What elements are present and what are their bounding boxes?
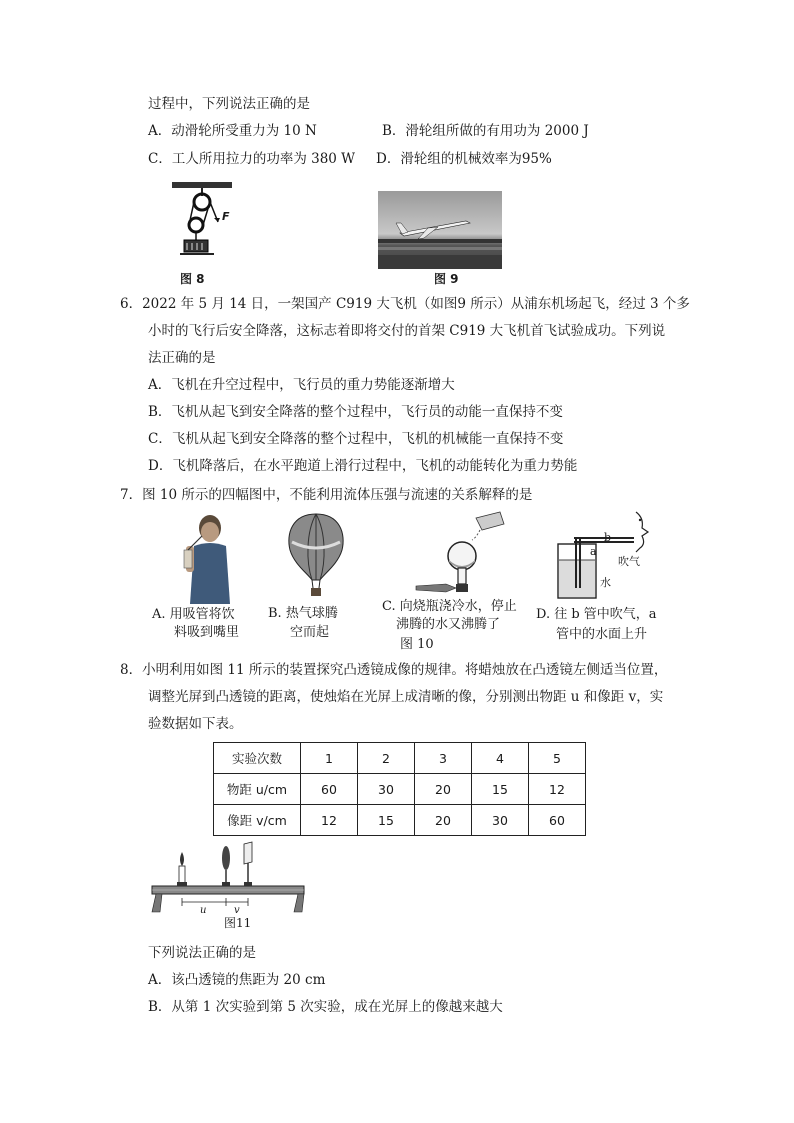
table-cell: 30 [472,805,529,836]
q6-option-d: D．飞机降落后，在水平跑道上滑行过程中，飞机的动能转化为重力势能 [148,458,578,474]
q6-line3: 法正确的是 [148,350,216,366]
q6-option-a: A．飞机在升空过程中，飞行员的重力势能逐渐增大 [148,377,455,393]
table-cell: 物距 u/cm [214,774,301,805]
cup-icon [184,550,192,568]
flask-figure [410,510,510,602]
water-cup-icon [476,512,504,530]
table-header-row [214,743,586,774]
optical-bench-figure [148,840,308,920]
table-cell: 12 [301,805,358,836]
force-label: F [222,210,230,223]
fig11-caption: 图11 [224,916,252,930]
basket-icon [311,588,321,596]
q8-line2: 调整光屏到凸透镜的距离，使烛焰在光屏上成清晰的像，分别测出物距 u 和像距 v，实 [148,689,664,705]
q8-line3: 验数据如下表。 [148,716,243,732]
q7-option-d-line2: 管中的水面上升 [556,627,648,642]
q8-line1: 8．小明利用如图 11 所示的装置探究凸透镜成像的规律。将蜡烛放在凸透镜左侧适当位置， [120,662,668,678]
table-cell: 1 [301,743,358,774]
table-cell: 20 [415,805,472,836]
q7-option-d-line1: D. 往 b 管中吹气，a [536,607,657,622]
q7-option-b-line1: B. 热气球腾 [268,606,338,621]
label-v: v [234,905,240,916]
q5-option-d: D．滑轮组的机械效率为95% [376,151,552,167]
q7-option-c-line2: 沸腾的水又沸腾了 [396,617,501,632]
fig10-caption: 图 10 [400,637,434,652]
label-u: u [200,905,207,916]
table-cell: 60 [529,805,586,836]
q7-option-a-line2: 料吸到嘴里 [174,625,240,640]
q8-after: 下列说法正确的是 [148,945,256,961]
q7-option-b-line2: 空而起 [290,625,330,640]
q6-line1: 6．2022 年 5 月 14 日，一架国产 C919 大飞机（如图9 所示）从浦东机场起飞，经过 3 个多 [120,296,690,312]
label-b: b [604,531,612,544]
q8-option-a: A．该凸透镜的焦距为 20 cm [148,972,326,988]
movable-pulley [189,218,203,232]
table-cell: 3 [415,743,472,774]
table-cell: 4 [472,743,529,774]
hot-air-balloon-figure [284,512,348,600]
face-icon [636,512,648,552]
lens-icon [222,846,230,886]
q6-line2: 小时的飞行后安全降落，这标志着即将交付的首架 C919 大飞机首飞试验成功。下列说 [148,323,666,339]
label-water: 水 [600,576,611,589]
q6-option-b: B．飞机从起飞到安全降落的整个过程中，飞行员的动能一直保持不变 [148,404,563,420]
table-cell: 15 [472,774,529,805]
label-a: a [590,545,597,558]
q8-option-b: B．从第 1 次实验到第 5 次实验，成在光屏上的像越来越大 [148,999,503,1015]
q5-option-c: C．工人所用拉力的功率为 380 W [148,151,356,167]
weight-block [184,240,208,252]
q5-stem-tail: 过程中，下列说法正确的是 [148,96,310,112]
table-cell: 20 [415,774,472,805]
q6-option-c: C．飞机从起飞到安全降落的整个过程中，飞机的机械能一直保持不变 [148,431,564,447]
label-blow: 吹气 [618,555,640,568]
ceiling-beam [172,182,232,188]
q5-option-a: A．动滑轮所受重力为 10 N [148,123,317,139]
fig9-caption: 图 9 [434,272,459,286]
table-cell: 2 [358,743,415,774]
candle-icon [177,852,187,886]
table-cell: 15 [358,805,415,836]
fig8-caption: 图 8 [180,272,205,286]
q7-option-c-line1: C. 向烧瓶浇冷水，停止 [382,599,517,614]
table-cell: 像距 v/cm [214,805,301,836]
table-row [214,774,586,805]
q5-option-b: B．滑轮组所做的有用功为 2000 J [382,123,589,139]
table-cell: 30 [358,774,415,805]
q7-stem: 7．图 10 所示的四幅图中，不能利用流体压强与流速的关系解释的是 [120,487,533,503]
table-cell: 60 [301,774,358,805]
table-cell: 实验次数 [214,743,301,774]
table-cell: 12 [529,774,586,805]
table-row [214,805,586,836]
hand-icon [416,584,456,592]
data-table [213,742,586,836]
airplane-photo [378,191,502,269]
q7-option-a-line1: A. 用吸管将饮 [152,607,235,622]
boy-drinking-figure [182,512,242,604]
screen-icon [244,842,252,886]
pulley-figure [170,180,250,270]
table-cell: 5 [529,743,586,774]
